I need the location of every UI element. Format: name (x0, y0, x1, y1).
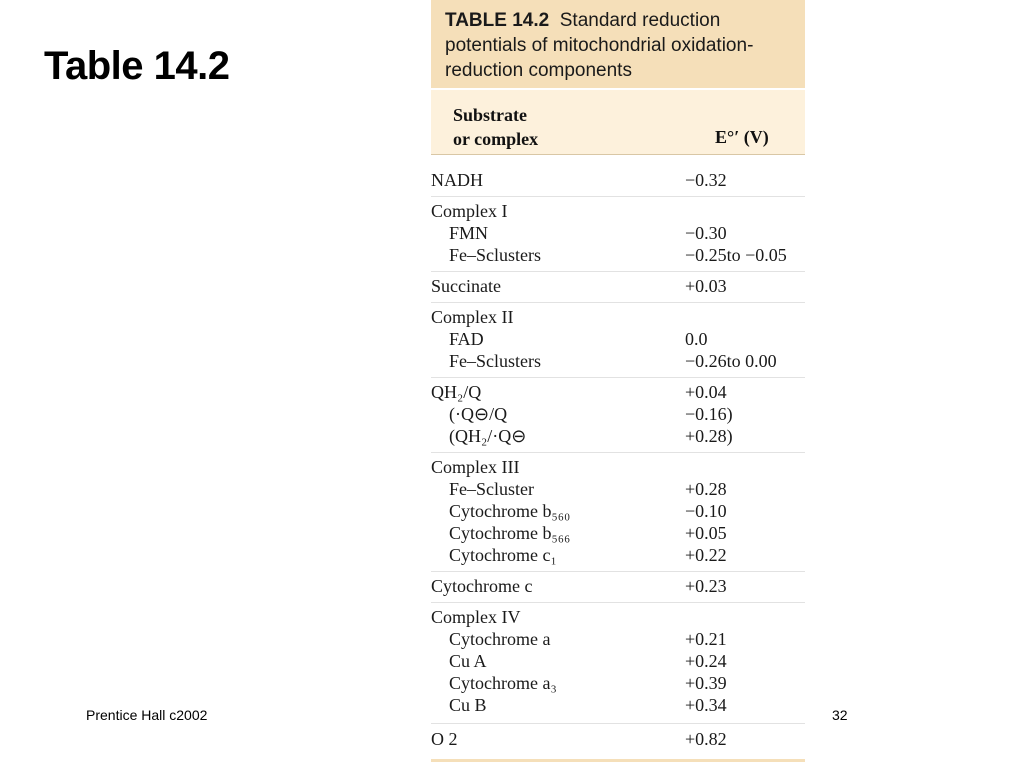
row-separator (431, 196, 805, 197)
caption-number: TABLE 14.2 (445, 10, 550, 31)
row-name: Fe–Sclusters (449, 351, 541, 371)
slide-title: Table 14.2 (44, 44, 230, 88)
row-name: Cytochrome a (449, 629, 551, 649)
row-name: NADH (431, 170, 483, 190)
row-value: +0.23 (685, 576, 727, 596)
row-name: Cytochrome c (431, 576, 533, 596)
row-value: +0.28) (685, 426, 733, 446)
row-value: +0.24 (685, 651, 727, 671)
table-row (431, 575, 805, 597)
row-value: −0.25to −0.05 (685, 245, 787, 265)
column-header-substrate: Substrate or complex (453, 105, 539, 149)
caption-title: Standard reduction potentials of mitochondrial oxidation-reduction components (445, 10, 754, 81)
table-row (431, 456, 805, 478)
row-separator (431, 271, 805, 272)
row-value: +0.28 (685, 479, 727, 499)
table-row (431, 403, 805, 425)
table-header (431, 90, 805, 155)
row-value: +0.82 (685, 729, 727, 749)
table-row (431, 244, 805, 266)
row-separator (431, 452, 805, 453)
table-row (431, 606, 805, 628)
row-name: FMN (449, 223, 489, 243)
row-name: Cytochrome b₅₆₀ (449, 501, 571, 521)
row-value: −0.10 (685, 501, 727, 521)
column-header-potential: E°′ (V) (715, 127, 769, 147)
table-bottom-rule (431, 759, 805, 762)
row-value: +0.22 (685, 545, 727, 565)
row-name: Complex IV (431, 607, 521, 627)
row-separator (431, 302, 805, 303)
table-row (431, 522, 805, 544)
table-row (431, 478, 805, 500)
table-row (431, 275, 805, 297)
row-value: 0.0 (685, 329, 708, 349)
row-name: Cu B (449, 695, 487, 715)
row-name: Cytochrome b₅₆₆ (449, 523, 571, 543)
row-name: Cytochrome c₁ (449, 545, 557, 565)
row-name: O 2 (431, 729, 458, 749)
row-value: +0.04 (685, 382, 727, 402)
row-separator (431, 377, 805, 378)
row-value: +0.34 (685, 695, 727, 715)
table-row (431, 694, 805, 716)
row-value: +0.39 (685, 673, 727, 693)
table-row (431, 200, 805, 222)
row-name: QH₂/Q (431, 382, 482, 402)
row-name: Complex I (431, 201, 508, 221)
row-value: −0.30 (685, 223, 727, 243)
row-name: Cytochrome a₃ (449, 673, 557, 693)
table-row (431, 306, 805, 328)
row-value: +0.21 (685, 629, 727, 649)
row-value: +0.03 (685, 276, 727, 296)
row-name: Complex II (431, 307, 514, 327)
row-separator (431, 571, 805, 572)
table-row (431, 544, 805, 566)
row-name: (QH₂/·Q⊖ (449, 426, 527, 446)
row-name: Fe–Scluster (449, 479, 534, 499)
caption-text (445, 8, 795, 83)
row-value: −0.32 (685, 170, 727, 190)
table-caption (431, 0, 805, 88)
footer-credit: Prentice Hall c2002 (86, 707, 208, 723)
row-name: FAD (449, 329, 484, 349)
row-separator (431, 723, 805, 724)
row-name: (·Q⊖/Q (449, 404, 508, 424)
row-value: +0.05 (685, 523, 727, 543)
table-row (431, 672, 805, 694)
table-row (431, 728, 805, 750)
table-figure (431, 0, 805, 768)
row-value: −0.26to 0.00 (685, 351, 777, 371)
table-row (431, 169, 805, 191)
table-row (431, 350, 805, 372)
row-value: −0.16) (685, 404, 733, 424)
table-row (431, 381, 805, 403)
table-row (431, 628, 805, 650)
page-number: 32 (832, 707, 848, 723)
row-separator (431, 602, 805, 603)
table-row (431, 328, 805, 350)
table-row (431, 500, 805, 522)
row-name: Complex III (431, 457, 520, 477)
row-name: Succinate (431, 276, 501, 296)
table-row (431, 425, 805, 447)
table-row (431, 650, 805, 672)
table-row (431, 222, 805, 244)
row-name: Fe–Sclusters (449, 245, 541, 265)
row-name: Cu A (449, 651, 487, 671)
